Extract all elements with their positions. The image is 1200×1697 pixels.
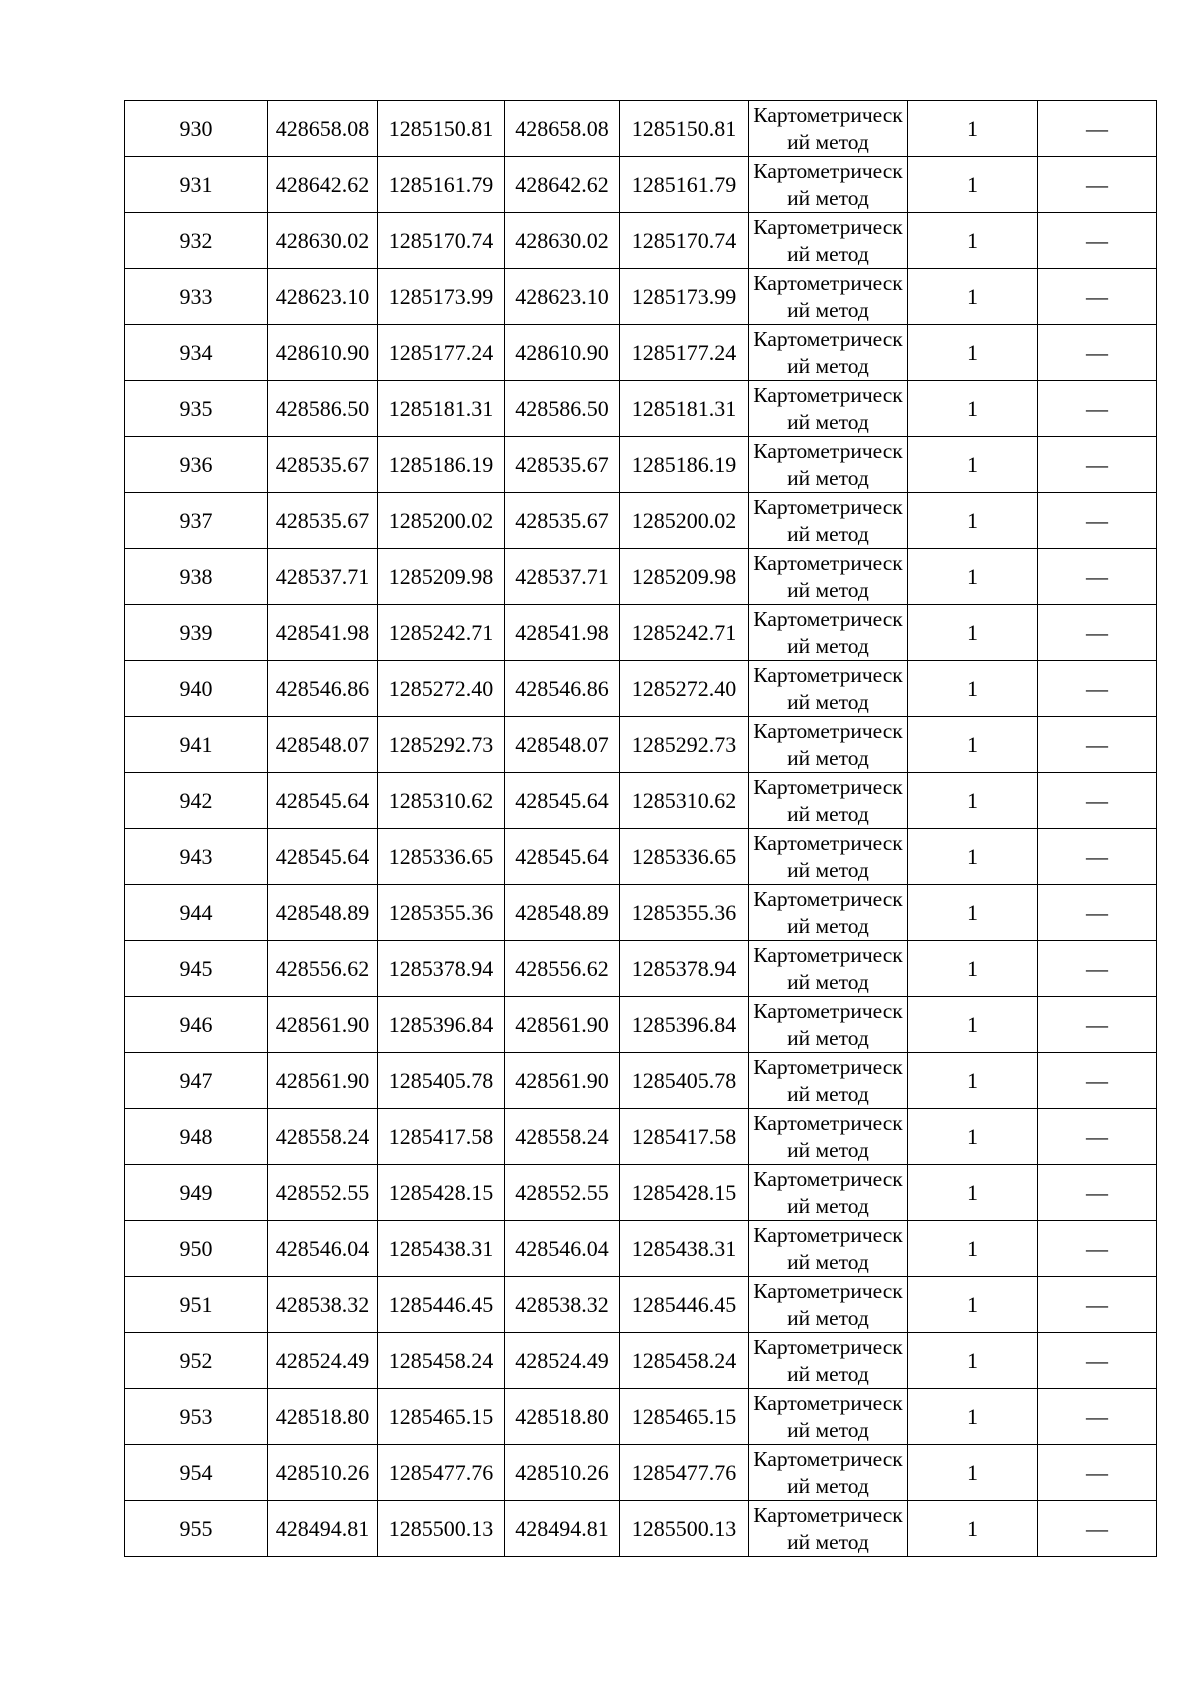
method-cell: Картометрический метод xyxy=(749,997,908,1053)
accuracy-cell: 1 xyxy=(908,829,1038,885)
x-coordinate-new-cell: 428518.80 xyxy=(505,1389,620,1445)
point-number-cell: 955 xyxy=(125,1501,268,1557)
x-coordinate-new-cell: 428524.49 xyxy=(505,1333,620,1389)
point-number-cell: 934 xyxy=(125,325,268,381)
method-cell: Картометрический метод xyxy=(749,437,908,493)
y-coordinate-cell: 1285177.24 xyxy=(378,325,505,381)
method-cell: Картометрический метод xyxy=(749,1109,908,1165)
table-body xyxy=(125,101,1157,1557)
method-cell: Картометрический метод xyxy=(749,717,908,773)
x-coordinate-cell: 428535.67 xyxy=(268,437,378,493)
y-coordinate-new-cell: 1285170.74 xyxy=(620,213,749,269)
y-coordinate-cell: 1285209.98 xyxy=(378,549,505,605)
y-coordinate-new-cell: 1285186.19 xyxy=(620,437,749,493)
note-cell: — xyxy=(1038,1053,1157,1109)
accuracy-cell: 1 xyxy=(908,493,1038,549)
point-number-cell: 953 xyxy=(125,1389,268,1445)
point-number-cell: 942 xyxy=(125,773,268,829)
y-coordinate-new-cell: 1285272.40 xyxy=(620,661,749,717)
table-row xyxy=(125,1389,1157,1445)
accuracy-cell: 1 xyxy=(908,605,1038,661)
x-coordinate-new-cell: 428630.02 xyxy=(505,213,620,269)
table-row xyxy=(125,269,1157,325)
point-number-cell: 941 xyxy=(125,717,268,773)
x-coordinate-new-cell: 428558.24 xyxy=(505,1109,620,1165)
y-coordinate-cell: 1285170.74 xyxy=(378,213,505,269)
accuracy-cell: 1 xyxy=(908,997,1038,1053)
x-coordinate-new-cell: 428561.90 xyxy=(505,1053,620,1109)
coordinates-table xyxy=(124,100,1157,1557)
accuracy-cell: 1 xyxy=(908,661,1038,717)
method-cell: Картометрический метод xyxy=(749,885,908,941)
x-coordinate-cell: 428556.62 xyxy=(268,941,378,997)
note-cell: — xyxy=(1038,605,1157,661)
x-coordinate-new-cell: 428642.62 xyxy=(505,157,620,213)
table-row xyxy=(125,157,1157,213)
x-coordinate-cell: 428558.24 xyxy=(268,1109,378,1165)
x-coordinate-new-cell: 428494.81 xyxy=(505,1501,620,1557)
table-row xyxy=(125,661,1157,717)
method-cell: Картометрический метод xyxy=(749,381,908,437)
table-row xyxy=(125,1277,1157,1333)
table-row xyxy=(125,1109,1157,1165)
note-cell: — xyxy=(1038,325,1157,381)
x-coordinate-new-cell: 428537.71 xyxy=(505,549,620,605)
table-row xyxy=(125,885,1157,941)
method-cell: Картометрический метод xyxy=(749,493,908,549)
x-coordinate-cell: 428561.90 xyxy=(268,1053,378,1109)
y-coordinate-new-cell: 1285292.73 xyxy=(620,717,749,773)
x-coordinate-cell: 428535.67 xyxy=(268,493,378,549)
accuracy-cell: 1 xyxy=(908,1053,1038,1109)
y-coordinate-cell: 1285417.58 xyxy=(378,1109,505,1165)
y-coordinate-cell: 1285200.02 xyxy=(378,493,505,549)
x-coordinate-cell: 428586.50 xyxy=(268,381,378,437)
x-coordinate-new-cell: 428546.04 xyxy=(505,1221,620,1277)
note-cell: — xyxy=(1038,773,1157,829)
x-coordinate-cell: 428518.80 xyxy=(268,1389,378,1445)
note-cell: — xyxy=(1038,1221,1157,1277)
method-cell: Картометрический метод xyxy=(749,269,908,325)
note-cell: — xyxy=(1038,381,1157,437)
table-row xyxy=(125,1053,1157,1109)
accuracy-cell: 1 xyxy=(908,269,1038,325)
y-coordinate-new-cell: 1285396.84 xyxy=(620,997,749,1053)
table-row xyxy=(125,213,1157,269)
point-number-cell: 930 xyxy=(125,101,268,157)
x-coordinate-cell: 428541.98 xyxy=(268,605,378,661)
x-coordinate-new-cell: 428552.55 xyxy=(505,1165,620,1221)
y-coordinate-cell: 1285428.15 xyxy=(378,1165,505,1221)
method-cell: Картометрический метод xyxy=(749,101,908,157)
y-coordinate-new-cell: 1285177.24 xyxy=(620,325,749,381)
note-cell: — xyxy=(1038,829,1157,885)
point-number-cell: 938 xyxy=(125,549,268,605)
y-coordinate-new-cell: 1285209.98 xyxy=(620,549,749,605)
method-cell: Картометрический метод xyxy=(749,661,908,717)
x-coordinate-cell: 428658.08 xyxy=(268,101,378,157)
x-coordinate-new-cell: 428535.67 xyxy=(505,493,620,549)
accuracy-cell: 1 xyxy=(908,1277,1038,1333)
y-coordinate-new-cell: 1285355.36 xyxy=(620,885,749,941)
y-coordinate-new-cell: 1285242.71 xyxy=(620,605,749,661)
y-coordinate-cell: 1285405.78 xyxy=(378,1053,505,1109)
method-cell: Картометрический метод xyxy=(749,1053,908,1109)
y-coordinate-new-cell: 1285438.31 xyxy=(620,1221,749,1277)
x-coordinate-new-cell: 428610.90 xyxy=(505,325,620,381)
y-coordinate-cell: 1285438.31 xyxy=(378,1221,505,1277)
accuracy-cell: 1 xyxy=(908,1389,1038,1445)
x-coordinate-cell: 428537.71 xyxy=(268,549,378,605)
accuracy-cell: 1 xyxy=(908,1221,1038,1277)
note-cell: — xyxy=(1038,1389,1157,1445)
accuracy-cell: 1 xyxy=(908,1165,1038,1221)
x-coordinate-new-cell: 428541.98 xyxy=(505,605,620,661)
note-cell: — xyxy=(1038,269,1157,325)
method-cell: Картометрический метод xyxy=(749,325,908,381)
y-coordinate-cell: 1285458.24 xyxy=(378,1333,505,1389)
y-coordinate-cell: 1285355.36 xyxy=(378,885,505,941)
table-row xyxy=(125,1165,1157,1221)
table-row xyxy=(125,1501,1157,1557)
x-coordinate-new-cell: 428546.86 xyxy=(505,661,620,717)
note-cell: — xyxy=(1038,1277,1157,1333)
y-coordinate-new-cell: 1285173.99 xyxy=(620,269,749,325)
method-cell: Картометрический метод xyxy=(749,773,908,829)
accuracy-cell: 1 xyxy=(908,1109,1038,1165)
point-number-cell: 951 xyxy=(125,1277,268,1333)
y-coordinate-new-cell: 1285428.15 xyxy=(620,1165,749,1221)
y-coordinate-cell: 1285292.73 xyxy=(378,717,505,773)
x-coordinate-cell: 428524.49 xyxy=(268,1333,378,1389)
y-coordinate-new-cell: 1285458.24 xyxy=(620,1333,749,1389)
accuracy-cell: 1 xyxy=(908,773,1038,829)
point-number-cell: 945 xyxy=(125,941,268,997)
accuracy-cell: 1 xyxy=(908,1501,1038,1557)
y-coordinate-cell: 1285396.84 xyxy=(378,997,505,1053)
y-coordinate-new-cell: 1285446.45 xyxy=(620,1277,749,1333)
method-cell: Картометрический метод xyxy=(749,1277,908,1333)
table-row xyxy=(125,325,1157,381)
point-number-cell: 946 xyxy=(125,997,268,1053)
x-coordinate-new-cell: 428658.08 xyxy=(505,101,620,157)
accuracy-cell: 1 xyxy=(908,549,1038,605)
note-cell: — xyxy=(1038,885,1157,941)
y-coordinate-cell: 1285446.45 xyxy=(378,1277,505,1333)
note-cell: — xyxy=(1038,717,1157,773)
x-coordinate-cell: 428630.02 xyxy=(268,213,378,269)
table-row xyxy=(125,1333,1157,1389)
note-cell: — xyxy=(1038,493,1157,549)
method-cell: Картометрический метод xyxy=(749,829,908,885)
y-coordinate-cell: 1285186.19 xyxy=(378,437,505,493)
x-coordinate-new-cell: 428510.26 xyxy=(505,1445,620,1501)
y-coordinate-cell: 1285161.79 xyxy=(378,157,505,213)
note-cell: — xyxy=(1038,1445,1157,1501)
point-number-cell: 931 xyxy=(125,157,268,213)
y-coordinate-new-cell: 1285150.81 xyxy=(620,101,749,157)
point-number-cell: 933 xyxy=(125,269,268,325)
point-number-cell: 937 xyxy=(125,493,268,549)
table-row xyxy=(125,549,1157,605)
method-cell: Картометрический метод xyxy=(749,549,908,605)
x-coordinate-cell: 428610.90 xyxy=(268,325,378,381)
note-cell: — xyxy=(1038,941,1157,997)
table-row xyxy=(125,381,1157,437)
method-cell: Картометрический метод xyxy=(749,1333,908,1389)
x-coordinate-cell: 428545.64 xyxy=(268,829,378,885)
x-coordinate-new-cell: 428548.07 xyxy=(505,717,620,773)
accuracy-cell: 1 xyxy=(908,717,1038,773)
x-coordinate-cell: 428561.90 xyxy=(268,997,378,1053)
note-cell: — xyxy=(1038,661,1157,717)
method-cell: Картометрический метод xyxy=(749,1445,908,1501)
y-coordinate-new-cell: 1285378.94 xyxy=(620,941,749,997)
x-coordinate-new-cell: 428623.10 xyxy=(505,269,620,325)
y-coordinate-cell: 1285272.40 xyxy=(378,661,505,717)
note-cell: — xyxy=(1038,437,1157,493)
accuracy-cell: 1 xyxy=(908,885,1038,941)
point-number-cell: 943 xyxy=(125,829,268,885)
method-cell: Картометрический метод xyxy=(749,605,908,661)
table-row xyxy=(125,773,1157,829)
y-coordinate-new-cell: 1285161.79 xyxy=(620,157,749,213)
point-number-cell: 947 xyxy=(125,1053,268,1109)
accuracy-cell: 1 xyxy=(908,101,1038,157)
note-cell: — xyxy=(1038,549,1157,605)
y-coordinate-new-cell: 1285310.62 xyxy=(620,773,749,829)
point-number-cell: 952 xyxy=(125,1333,268,1389)
x-coordinate-cell: 428546.86 xyxy=(268,661,378,717)
table-row xyxy=(125,101,1157,157)
x-coordinate-new-cell: 428538.32 xyxy=(505,1277,620,1333)
method-cell: Картометрический метод xyxy=(749,213,908,269)
method-cell: Картометрический метод xyxy=(749,157,908,213)
note-cell: — xyxy=(1038,213,1157,269)
x-coordinate-new-cell: 428535.67 xyxy=(505,437,620,493)
x-coordinate-new-cell: 428548.89 xyxy=(505,885,620,941)
table-row xyxy=(125,941,1157,997)
point-number-cell: 950 xyxy=(125,1221,268,1277)
table-row xyxy=(125,997,1157,1053)
y-coordinate-cell: 1285242.71 xyxy=(378,605,505,661)
y-coordinate-new-cell: 1285200.02 xyxy=(620,493,749,549)
accuracy-cell: 1 xyxy=(908,1333,1038,1389)
method-cell: Картометрический метод xyxy=(749,1221,908,1277)
point-number-cell: 939 xyxy=(125,605,268,661)
note-cell: — xyxy=(1038,1501,1157,1557)
y-coordinate-cell: 1285336.65 xyxy=(378,829,505,885)
method-cell: Картометрический метод xyxy=(749,1165,908,1221)
method-cell: Картометрический метод xyxy=(749,1389,908,1445)
point-number-cell: 936 xyxy=(125,437,268,493)
x-coordinate-cell: 428510.26 xyxy=(268,1445,378,1501)
accuracy-cell: 1 xyxy=(908,941,1038,997)
y-coordinate-cell: 1285477.76 xyxy=(378,1445,505,1501)
x-coordinate-cell: 428623.10 xyxy=(268,269,378,325)
y-coordinate-new-cell: 1285181.31 xyxy=(620,381,749,437)
y-coordinate-new-cell: 1285336.65 xyxy=(620,829,749,885)
x-coordinate-new-cell: 428561.90 xyxy=(505,997,620,1053)
x-coordinate-cell: 428545.64 xyxy=(268,773,378,829)
y-coordinate-cell: 1285181.31 xyxy=(378,381,505,437)
table-row xyxy=(125,829,1157,885)
y-coordinate-cell: 1285173.99 xyxy=(378,269,505,325)
point-number-cell: 954 xyxy=(125,1445,268,1501)
accuracy-cell: 1 xyxy=(908,213,1038,269)
table-row xyxy=(125,605,1157,661)
y-coordinate-new-cell: 1285477.76 xyxy=(620,1445,749,1501)
y-coordinate-new-cell: 1285417.58 xyxy=(620,1109,749,1165)
x-coordinate-cell: 428494.81 xyxy=(268,1501,378,1557)
note-cell: — xyxy=(1038,157,1157,213)
point-number-cell: 948 xyxy=(125,1109,268,1165)
note-cell: — xyxy=(1038,997,1157,1053)
x-coordinate-new-cell: 428545.64 xyxy=(505,829,620,885)
note-cell: — xyxy=(1038,101,1157,157)
y-coordinate-cell: 1285500.13 xyxy=(378,1501,505,1557)
x-coordinate-cell: 428548.07 xyxy=(268,717,378,773)
method-cell: Картометрический метод xyxy=(749,1501,908,1557)
note-cell: — xyxy=(1038,1109,1157,1165)
x-coordinate-new-cell: 428545.64 xyxy=(505,773,620,829)
y-coordinate-new-cell: 1285405.78 xyxy=(620,1053,749,1109)
x-coordinate-cell: 428642.62 xyxy=(268,157,378,213)
x-coordinate-new-cell: 428556.62 xyxy=(505,941,620,997)
point-number-cell: 935 xyxy=(125,381,268,437)
accuracy-cell: 1 xyxy=(908,325,1038,381)
accuracy-cell: 1 xyxy=(908,157,1038,213)
y-coordinate-cell: 1285310.62 xyxy=(378,773,505,829)
note-cell: — xyxy=(1038,1165,1157,1221)
table-row xyxy=(125,1445,1157,1501)
point-number-cell: 932 xyxy=(125,213,268,269)
table-row xyxy=(125,717,1157,773)
x-coordinate-cell: 428538.32 xyxy=(268,1277,378,1333)
x-coordinate-cell: 428548.89 xyxy=(268,885,378,941)
y-coordinate-new-cell: 1285500.13 xyxy=(620,1501,749,1557)
y-coordinate-cell: 1285465.15 xyxy=(378,1389,505,1445)
y-coordinate-cell: 1285150.81 xyxy=(378,101,505,157)
accuracy-cell: 1 xyxy=(908,381,1038,437)
table-row xyxy=(125,437,1157,493)
point-number-cell: 940 xyxy=(125,661,268,717)
x-coordinate-cell: 428552.55 xyxy=(268,1165,378,1221)
note-cell: — xyxy=(1038,1333,1157,1389)
table-row xyxy=(125,493,1157,549)
accuracy-cell: 1 xyxy=(908,1445,1038,1501)
x-coordinate-cell: 428546.04 xyxy=(268,1221,378,1277)
table-row xyxy=(125,1221,1157,1277)
x-coordinate-new-cell: 428586.50 xyxy=(505,381,620,437)
y-coordinate-cell: 1285378.94 xyxy=(378,941,505,997)
y-coordinate-new-cell: 1285465.15 xyxy=(620,1389,749,1445)
accuracy-cell: 1 xyxy=(908,437,1038,493)
point-number-cell: 949 xyxy=(125,1165,268,1221)
method-cell: Картометрический метод xyxy=(749,941,908,997)
point-number-cell: 944 xyxy=(125,885,268,941)
